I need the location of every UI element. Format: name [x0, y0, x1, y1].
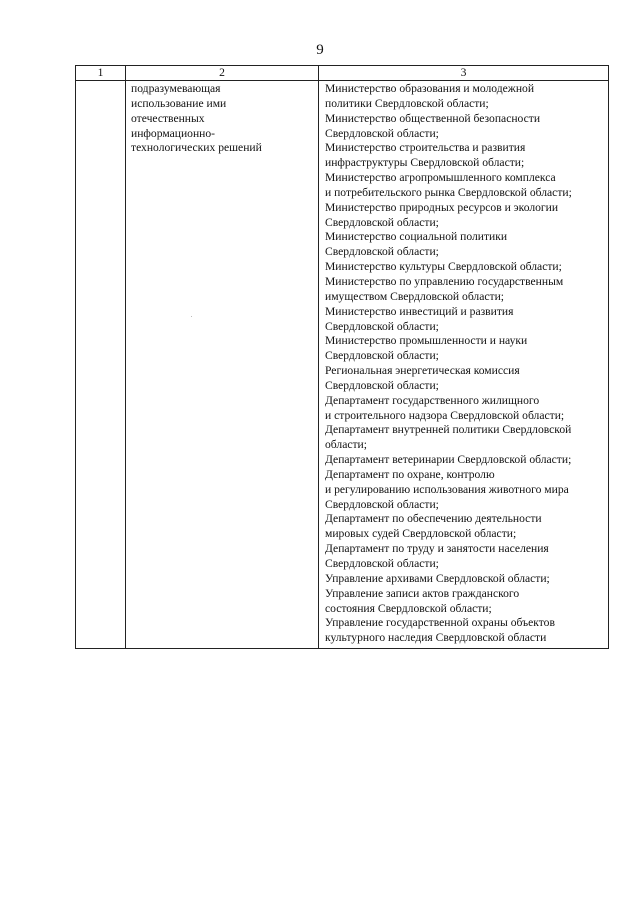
executor-line: инфраструктуры Свердловской области; [325, 156, 525, 170]
table-row [76, 81, 609, 649]
executor-line: Департамент ветеринарии Свердловской области; [325, 453, 572, 467]
executor-line: Свердловской области; [325, 557, 439, 570]
executor-line: Управление записи актов гражданского [325, 586, 520, 600]
executor-line: Свердловской области; [325, 319, 439, 333]
scan-speck [191, 316, 192, 317]
executor-line: мировых судей Свердловской области; [325, 527, 517, 541]
executor-line: имуществом Свердловской области; [325, 289, 505, 303]
executor-line: Министерство строительства и развития [325, 141, 526, 155]
executor-line: Министерство промышленности и науки [325, 334, 528, 348]
executor-line: Департамент по обеспечению деятельности [325, 512, 542, 526]
executor-line: Свердловской области; [325, 245, 439, 259]
executor-line: Управление архивами Свердловской области; [325, 571, 550, 585]
description-line: использование ими [131, 96, 227, 110]
page-number: 9 [316, 42, 324, 58]
executor-line: и потребительского рынка Свердловской области; [325, 185, 572, 199]
executor-line: Департамент по охране, контролю [325, 467, 495, 481]
table-cell-executors [319, 81, 609, 649]
executor-line: политики Свердловской области; [325, 96, 489, 110]
column-header-3: 3 [319, 66, 609, 81]
executor-line: Свердловской области; [325, 126, 439, 140]
executor-line: Министерство общественной безопасности [325, 111, 541, 125]
executor-line: Управление государственной охраны объектов [325, 616, 555, 630]
executor-line: Министерство образования и молодежной [325, 82, 535, 95]
executor-line: культурного наследия Свердловской области [325, 631, 547, 645]
description-line: информационно- [131, 126, 216, 140]
executor-line: Министерство агропромышленного комплекса [325, 171, 556, 185]
executor-line: и регулированию использования животного мира [325, 482, 569, 496]
executor-line: Министерство социальной политики [325, 230, 508, 244]
table-cell-description [126, 81, 319, 649]
executor-line: и строительного надзора Свердловской области; [325, 408, 565, 422]
table-header-row [76, 66, 609, 81]
responsibility-table [75, 65, 609, 649]
description-line: технологических решений [131, 141, 262, 155]
column-header-1: 1 [76, 66, 126, 81]
column-header-2: 2 [126, 66, 319, 81]
description-line: отечественных [131, 111, 205, 125]
executor-line: Департамент внутренней политики Свердловской [325, 423, 572, 437]
executor-line: Свердловской области; [325, 215, 439, 229]
executor-line: Свердловской области; [325, 349, 439, 363]
executor-line: Департамент по труду и занятости населения [325, 542, 549, 556]
executor-line: Региональная энергетическая комиссия [325, 364, 520, 378]
executor-line: области; [325, 438, 367, 452]
executor-line: Свердловской области; [325, 378, 439, 392]
description-line: подразумевающая [131, 82, 221, 95]
executor-line: Министерство природных ресурсов и экологии [325, 200, 559, 214]
executor-line: Свердловской области; [325, 497, 439, 511]
executor-line: Министерство инвестиций и развития [325, 304, 514, 318]
executor-line: состояния Свердловской области; [325, 601, 492, 615]
executor-line: Министерство культуры Свердловской области; [325, 260, 562, 274]
table-cell-number [76, 81, 126, 649]
executor-line: Министерство по управлению государственным [325, 274, 564, 288]
executor-line: Департамент государственного жилищного [325, 393, 540, 407]
